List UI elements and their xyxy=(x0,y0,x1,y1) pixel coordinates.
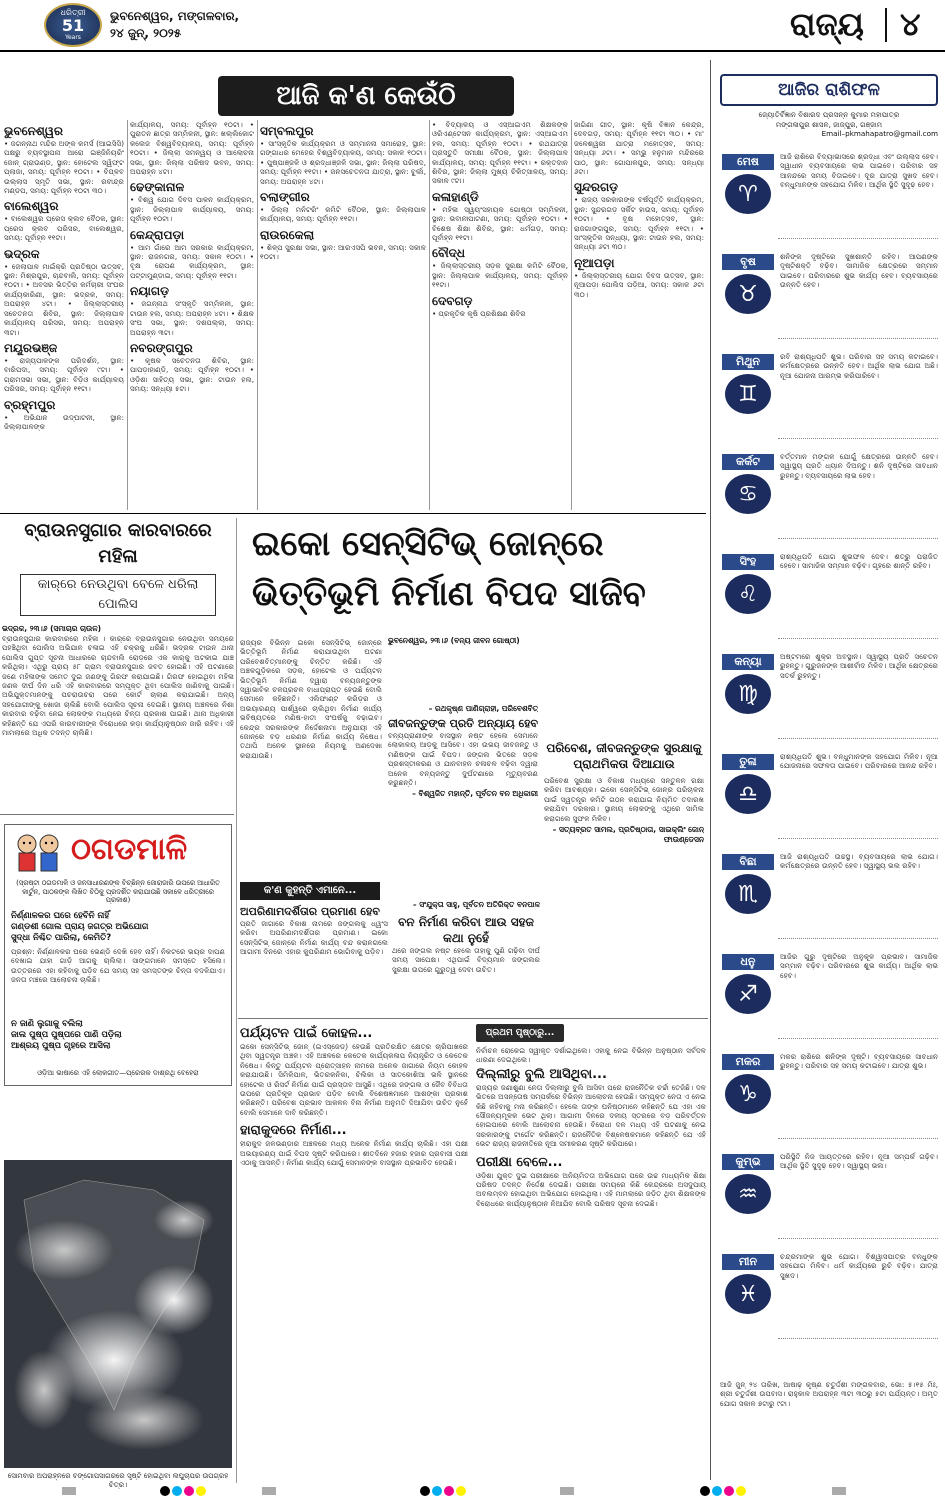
cartoon-footer-3: ଆଶ୍ରୟ ପୁଷ୍ପ ଗୃହରେ ଆସିଲା xyxy=(11,1041,111,1051)
registration-dot xyxy=(432,1486,442,1496)
main-story-column-3 xyxy=(544,636,704,1016)
event-district-heading: ଢେଙ୍କାନାଳ xyxy=(130,180,185,195)
sign-divider xyxy=(778,738,938,739)
event-entry: • ଜିଲ୍ଲାସ୍ତରୀୟ ଯୋଗ ଦିବସ ଉତ୍ସବ, ସ୍ଥାନ: ନୂଆପଡ଼ା ପୋଲିସ ପଡ଼ିଆ, ସମୟ: ସକାଳ ୬ଟା ୩୦। xyxy=(574,270,704,299)
sign-prediction: ଚନ୍ଦ୍ରମାଙ୍କ ଶୁଭ ଯୋଗ। ବିଶ୍ୱାସପାତ୍ର ବନ୍ଧୁଙ୍କ ସହଯୋଗ ମିଳିବ। ଧର୍ମ କାର୍ଯ୍ୟରେ ରୁଚି ବଢ଼ିବ। ଯାତ୍ରା ସୁଖଦ। xyxy=(780,1252,938,1280)
registration-dot xyxy=(420,1486,430,1496)
events-banner-title: ଆଜି କ'ଣ କେଉଁଠି xyxy=(276,81,456,111)
sign-name: କନ୍ୟା xyxy=(722,654,774,670)
event-district-heading: ବ୍ରହ୍ମପୁର xyxy=(4,397,56,412)
main-story-column-2 xyxy=(388,636,538,886)
what-they-say-quote: – ସଂଯୁକ୍ତା ସାହୁ, ପୂର୍ବତନ ଅତିରିକ୍ତ ବନପାଳ xyxy=(412,900,540,909)
brown-sugar-story xyxy=(2,518,234,812)
events-column-3 xyxy=(260,120,426,512)
main-story-body-3: ପରିବେଶ ସୁରକ୍ଷା ଓ ବିକାଶ ମଧ୍ୟରେ ସନ୍ତୁଳନ ରକ୍ଷା କରିବା ଆବଶ୍ୟକ। ଇକୋ ସେନ୍‌ସିଟିଭ୍ ଜୋନ୍‌ର ପରିଚାଳନା ପାଇଁ ସ୍ୱତନ୍ତ୍ର କମିଟି ଗଠନ କରାଯାଇ ନିୟମିତ ତଦାରଖ କରାଯିବା ଦରକାର। ସ୍ଥାନୀୟ ଲୋକଙ୍କୁ ଏଥିରେ ସାମିଲ କରାଗଲେ ସୁଫଳ ମିଳିବ। xyxy=(544,776,704,823)
cartoon-question-line-1: ଗଣ୍ଡଶୀ ଗୋଲ ପ୍ରାୟ ଜଗତ୍ର ଅଭିଯୋଗ xyxy=(11,922,149,932)
page-number: ୪ xyxy=(900,5,921,43)
main-story-body-1: ରାଜ୍ୟର ବିଭିନ୍ନ ଇକୋ ସେନ୍‌ସିଟିଭ୍ ଜୋନ୍‌ରେ ଭିତ୍ତିଭୂମି ନିର୍ମାଣ କରାଯାଉଥିବା ଘଟଣା ପରିବେଶବିତ୍‌ମାନଙ୍କୁ ଚିନ୍ତିତ କରିଛି। ଏହି ଅଞ୍ଚଳଗୁଡ଼ିକରେ ସଡ଼କ, ହୋଟେଲ ଓ ପର୍ଯ୍ୟଟନ ଭିତ୍ତିଭୂମି ନିର୍ମାଣ ଦ୍ୱାରା ବନ୍ୟଜନ୍ତୁଙ୍କ ସ୍ୱାଭାବିକ ଚଳପ୍ରଚଳ ବାଧାପ୍ରାପ୍ତ ହେଉଛି ବୋଲି ସେମାନେ କହିଛନ୍ତି। ଏଲିଫାଣ୍ଟ କରିଡ଼ର ଓ ଅଭୟାରଣ୍ୟ ପାର୍ଶ୍ୱରେ ଚାଲିଥିବା ନିର୍ମାଣ କାର୍ଯ୍ୟ ଭବିଷ୍ୟତରେ ମଣିଷ-ହାତୀ ସଂଘର୍ଷକୁ ବଢ଼ାଇବ। କେନ୍ଦ୍ର ସରକାରଙ୍କ ନିର୍ଦ୍ଦେଶନାମା ଅନୁଯାୟୀ ଏହି ଜୋନ୍‌ରେ ବଡ଼ ଧରଣର ନିର୍ମାଣ କାର୍ଯ୍ୟ ନିଷେଧ। ତଥାପି ଅନେକ ସ୍ଥାନରେ ନିୟମକୁ ଅଣଦେଖା କରାଯାଉଛି। xyxy=(240,638,382,760)
horoscope-signs xyxy=(718,148,940,1358)
sign-name: ତୁଳା xyxy=(722,754,774,770)
horoscope-sign-row xyxy=(718,448,940,544)
sign-divider xyxy=(778,238,938,239)
sign-prediction: ରାଶ୍ୟଧିପତି ଯୋଗ ଶୁଭଫଳ ଦେବ। ଶତ୍ରୁ ପରାଜିତ ହେବେ। ସାମାଜିକ ସମ୍ମାନ ବଢ଼ିବ। ଗୃହରେ ଶାନ୍ତି ରହିବ। xyxy=(780,552,938,571)
horoscope-sign-row xyxy=(718,248,940,344)
brown-sugar-subhead: କାର୍‌ରେ ନେଉଥିବା ବେଳେ ଧରିଲା ପୋଲିସ xyxy=(20,574,216,616)
newspaper-logo xyxy=(44,3,102,47)
event-district-heading: ଭୁବନେଶ୍ୱର xyxy=(4,124,63,138)
registration-dot xyxy=(736,1486,746,1496)
dateline-date: ୨୪ ଜୁନ୍, ୨୦୨୫ xyxy=(110,26,182,40)
events-column-2 xyxy=(130,120,254,512)
events-column-4 xyxy=(432,120,568,512)
jump-label-text: ପ୍ରଥମ ପୃଷ୍ଠାରୁ... xyxy=(485,1028,555,1038)
event-entry: • ଆମ ଗାଁରେ ଆମ ସରକାର କାର୍ଯ୍ୟକ୍ରମ, ସ୍ଥାନ: ରାଜନଗର, ସମୟ: ସକାଳ ୧୦ଟା। • ବୃକ୍ଷ ରୋପଣ କାର୍ଯ୍ୟକ୍ରମ, ସ୍ଥାନ: ପଟ୍ଟାମୁଣ୍ଡାଇ, ସମୟ: ପୂର୍ବାହ୍ନ ୧୧ଟା। xyxy=(130,242,254,280)
event-entry: • ଜଗନ୍ନାଥ ମନ୍ଦିର ଅଙ୍କ କମର୍ସ (ଆଇସିସି) ପକ୍ଷରୁ ବ୍ୟବସ୍ଥାପନା ଆରୋ ଇଞ୍ଜିନିୟରିଂ ଜୋନ୍ ଗ୍ରାଉଣ୍ଡ, ସ୍ଥାନ: ହୋଟେଲ ସ୍ୱିଫ୍ଟ ପ୍ଲାଜା, ସମୟ: ପୂର୍ବାହ୍ନ ୧୦ଟା। • ବିପ୍ଳବ ଉଲ୍ଲାସ ସ୍ମୃତି ସଭା, ସ୍ଥାନ: ରବୀନ୍ଦ୍ର ମଣ୍ଡପ, ସମୟ: ପୂର୍ବାହ୍ନ ୧୦ଟା ୩୦। xyxy=(4,139,124,196)
cartoon-body: ପ୍ରଶ୍ନ: ନିର୍ଣ୍ଣାଳକର ଘରେ ଭେଣ୍ଡି ଦେଖି ହେବ ନାହିଁ। ନିକଟରେ ଭୟର ଦାପଣ ଦେଖାଇ ଯାହା ଗାଡ଼ି ଆଗକୁ ଚାଲିଲା। ସାଙ୍ଗମାନେ ସମସ୍ତେ ହସିଲେ। ଉତ୍ତରରେ ଏହା କହିବାକୁ ପଡ଼ିବ ଯେ ସମୟ ସହ ସମସ୍ତଙ୍କ ଚିନ୍ତା ବଦଳିଯାଏ। ଜନତା ମଞ୍ଚରେ ଆଲୋଚନା ଚାଲିଛି। xyxy=(11,947,225,985)
main-story-quote-3: – ସତ୍ୟବ୍ରତ ସାମଲ, ପ୍ରତିଷ୍ଠାତା, ସାଇକ୍ଲିଂ ଜୋନ୍ ଫାଉଣ୍ଡେସନ xyxy=(552,825,704,845)
horoscope-sign-row xyxy=(718,848,940,944)
registration-dot xyxy=(196,1486,206,1496)
horoscope-sign-row xyxy=(718,648,940,744)
sign-divider xyxy=(778,938,938,939)
event-district-heading: ସମ୍ବଲପୁର xyxy=(260,124,314,138)
brown-sugar-dateline: ଭଦ୍ରକ, ୨୩।୬ (ସମାଚାର ଚାଉଳ) xyxy=(2,624,102,633)
event-entry: • ଅଭିଯାନ ଉଦ୍‌ଘାଟନୀ, ସ୍ଥାନ: ଜିଲ୍ଲାପାଳଙ୍କ xyxy=(4,412,124,431)
event-district-heading: ସୁନ୍ଦରଗଡ଼ xyxy=(574,180,619,195)
jump-subhead-2: ପରୀକ୍ଷା ବେଳେ... xyxy=(476,1154,563,1170)
sign-name: କର୍କଟ xyxy=(722,454,774,470)
section-title: ରାଜ୍ୟ xyxy=(790,5,864,43)
zodiac-icon: ♐ xyxy=(725,974,771,1014)
what-they-say-left xyxy=(240,904,388,1014)
event-district-heading: ବୌଦ୍ଧ xyxy=(432,246,465,261)
dateline-city: ଭୁବନେଶ୍ୱର, ମଙ୍ଗଳବାର, xyxy=(110,9,240,23)
cartoon-intro: (ସ୍ରଷ୍ଟା ଠଗଡମାଳି ଓ ଜନସାଧାରଣଙ୍କ ବିଚ୍ଛିନ୍ନ ଜୋରାଜାରି ଉପରେ ଆଧାରିତ କାର୍ଟୁନ, ପାଠକଙ୍କ ଲିଖିତ ଚିଠିକୁ ପ୍ରଦର୍ଶିତ କରାଯାଉଛି ସକାଳେ ଧରିତ୍ରୀରେ ପ୍ରକାଶ) xyxy=(16,879,220,905)
panchang-text: ଆଜି ଜୁନ୍ ୨୪ ତାରିଖ, ଆଷାଢ଼ କୃଷ୍ଣ ଚତୁର୍ଦ୍ଦଶୀ ମଙ୍ଗଳବାର, ଭୋ: ୫।୧୫ ମିଃ, ଶ୍ରୀ ଚତୁର୍ଦ୍ଦଶୀ ଉପବାସ। ରାହୁକାଳ ଅପରାହ୍ନ ୩ଟା ୩୦ରୁ ୫ଟା ପର୍ଯ୍ୟନ୍ତ। ଅମୃତ ଯୋଗ ସକାଳ ୭ଟାରୁ ୯ଟା। xyxy=(720,1380,938,1408)
sign-divider xyxy=(778,1338,938,1339)
zodiac-icon: ♌ xyxy=(725,574,771,614)
jump-label xyxy=(476,1024,564,1042)
tourism-section xyxy=(240,1024,468,1484)
tourism-body: ଇକୋ ସେନ୍‌ସିଟିଭ୍ ଜୋନ୍ (ଇଏସ୍‌ଜେଡ୍) ହେଉଛି ପ୍ରତିରକ୍ଷିତ କ୍ଷେତ୍ର ଚାରିପାଖରେ ଥିବା ସ୍ୱତନ୍ତ୍ର ଅଞ୍ଚଳ। ଏହି ଅଞ୍ଚଳରେ କେତେକ କାର୍ଯ୍ୟକଳାପ ନିୟନ୍ତ୍ରିତ ଓ କେତେକ ନିଷେଧ। କିନ୍ତୁ ପର୍ଯ୍ୟଟନ ପ୍ରୋତ୍ସାହନ ନାମରେ ଅନେକ ଜାଗାରେ ନିୟମ କୋହଳ କରାଯାଉଛି। ସିମିଳିପାଳ, ଭିତରକନିକା, ଚିଲିକା ଓ ସାତକୋଶିଆ ଭଳି ସ୍ଥାନରେ ହୋଟେଲ ଓ ରିସର୍ଟ ନିର୍ମାଣ ପାଇଁ ପ୍ରସ୍ତାବ ଆସୁଛି। ଏଥିରେ ଜଙ୍ଗଲ ଓ ଜୈବ ବିବିଧତା ଉପରେ ପ୍ରତିକୂଳ ପ୍ରଭାବ ପଡ଼ିବ ବୋଲି ବିଶେଷଜ୍ଞମାନେ ଆଶଙ୍କା ପ୍ରକାଶ କରିଛନ୍ତି। ପରିବେଶ ପ୍ରଭାବ ଆକଳନ ବିନା ନିର୍ମାଣ ଅନୁମତି ଦିଆଯିବା ଉଚିତ ନୁହେଁ ବୋଲି ସେମାନେ ଦାବି କରିଛନ୍ତି। xyxy=(240,1042,468,1117)
sign-name: ଧନୁ xyxy=(722,954,774,970)
event-entry: • କୃଷକ ସଚେତନତା ଶିବିର, ସ୍ଥାନ: ପାପଡ଼ାହାଣ୍ଡି, ସମୟ: ପୂର୍ବାହ୍ନ ୧୦ଟା। • ଓଡ଼ିଶା ସାହିତ୍ୟ ସଭା, ସ୍ଥାନ: ଟାଉନ ହଲ, ସମୟ: ସନ୍ଧ୍ୟା ୫ଟା। xyxy=(130,355,254,394)
what-they-say-body-2: ଥରେ ଜଙ୍ଗଲ ନଷ୍ଟ ହେଲେ ତାହାକୁ ପୁଣି ଗଢ଼ିବା ଦୀର୍ଘ ସମୟ ସାପେକ୍ଷ। ଏଥିପାଇଁ ବିଦ୍ୟମାନ ଜଙ୍ଗଲର ସୁରକ୍ଷା ଉପରେ ଗୁରୁତ୍ୱ ଦେବା ଉଚିତ। xyxy=(392,946,540,974)
jump-body-1: ରାଜ୍ୟର ଜଣାଶୁଣା ନେତା ଦିଲ୍ଲୀରୁ ବୁଲି ଆସିବା ପରେ ରାଜନୈତିକ ଚର୍ଚ୍ଚା ତେଜିଛି। ଦଳ ଭିତରେ ଅସନ୍ତୋଷ ସମ୍ପର୍କରେ ବିଭିନ୍ନ ଆଲୋଚନା ହେଉଛି। ସମ୍ପୃକ୍ତ ନେତା ଏ ନେଇ କିଛି କହିବାକୁ ମନା କରିଛନ୍ତି। ହେଲେ ତାଙ୍କ ଘନିଷ୍ଠମାନେ କହିଛନ୍ତି ଯେ ଏହା ଏକ ସୌଜନ୍ୟମୂଳକ ଭେଟ ଥିଲା। ଆଗାମୀ ଦିନରେ ଦଳୀୟ ସ୍ତରରେ ବଡ଼ ପରିବର୍ତ୍ତନ ହୋଇପାରେ ବୋଲି ଆଲୋଚନା ହେଉଛି। ବିରୋଧୀ ଦଳ ମଧ୍ୟ ଏହି ଘଟଣାକୁ ନେଇ ସରକାରଙ୍କୁ ଟାର୍ଗେଟ କରିଛନ୍ତି। ରାଜନୈତିକ ବିଶ୍ଳେଷକମାନେ କହିଛନ୍ତି ଯେ ଏହି ଭେଟ ରାଜ୍ୟ ରାଜନୀତିରେ ନୂଆ ସମୀକରଣ ସୃଷ୍ଟି କରିପାରେ। xyxy=(476,1082,706,1149)
horoscope-sign-row xyxy=(718,548,940,644)
cartoon-footer-2: ଜାଲ ପୁଷ୍ପ ପୁଷ୍ପରେ ପାଣି ପଡ଼ିଲା xyxy=(11,1030,122,1040)
masthead xyxy=(0,0,945,50)
sign-prediction: ରାଶ୍ୟଧିପତି ଶୁଭ। ବନ୍ଧୁମାନଙ୍କ ସହଯୋଗ ମିଳିବ। ନୂଆ ଯୋଜନାରେ ସଫଳତା ପାଇବେ। ପରିବାରରେ ଆନନ୍ଦ ରହିବ। xyxy=(780,752,938,771)
horoscope-sign-row xyxy=(718,148,940,244)
event-entry: • ଜିଲ୍ଲାସ୍ତରୀୟ ସଡ଼କ ସୁରକ୍ଷା କମିଟି ବୈଠକ, ସ୍ଥାନ: ଜିଲ୍ଲାପାଳ କାର୍ଯ୍ୟାଳୟ, ସମୟ: ପୂର୍ବାହ୍ନ ୧୧ଟା। xyxy=(432,261,568,290)
registration-dot xyxy=(184,1486,194,1496)
zodiac-icon: ♑ xyxy=(725,1074,771,1114)
sign-name: ମୀନ xyxy=(722,1254,774,1270)
registration-dot xyxy=(160,1486,170,1496)
sign-divider xyxy=(778,1138,938,1139)
zodiac-icon: ♓ xyxy=(725,1274,771,1314)
what-they-say-kicker: ଅପରିଣାମଦର୍ଶିତାର ପ୍ରମାଣ ହେବ xyxy=(240,905,380,918)
event-entry: • ରାଜ୍ୟପାଳଙ୍କ ପରିଦର୍ଶନ, ସ୍ଥାନ: ବାରିପଦା, ସମୟ: ପୂର୍ବାହ୍ନ ୯ଟା। • ଗ୍ରାମସଭା ସଭା, ସ୍ଥାନ: ବିଡ଼ିଓ କାର୍ଯ୍ୟାଳୟ ପରିସର, ସମୟ: ପୂର୍ବାହ୍ନ ୧୧ଟା। xyxy=(4,355,124,394)
footer-print-marks xyxy=(0,1484,945,1498)
main-headline-1: ଇକୋ ସେନ୍‌ସିଟିଭ୍ ଜୋନ୍‌ରେ xyxy=(252,524,604,564)
sign-name: ମକର xyxy=(722,1054,774,1070)
sign-prediction: ପରିସ୍ଥିତି ନିଜ ଆୟତ୍ତରେ ରହିବ। ନୂଆ ସମ୍ପର୍କ ଗଢ଼ିବ। ଆର୍ଥିକ ସ୍ଥିତି ସୁଦୃଢ଼ ହେବ। ସ୍ୱାସ୍ଥ୍ୟ ଭଲ। xyxy=(780,1152,938,1171)
sign-divider xyxy=(778,338,938,339)
what-they-say-title: କ'ଣ କୁହନ୍ତି ଏମାନେ... xyxy=(263,885,357,896)
event-district-heading: ବଲାଙ୍ଗୀର xyxy=(260,190,310,205)
event-entry: • ଶିଳ୍ପ ସୁରକ୍ଷା ସଭା, ସ୍ଥାନ: ଆରଏସପି ଭବନ, ସମୟ: ସକାଳ ୧୦ଟା। xyxy=(260,242,426,262)
event-entry: • ବିଦ୍ୟାଳୟ ଓ ଏସ୍‌ଆଇଏମ ଶିକ୍ଷକଙ୍କ ଓରିଏଣ୍ଟେସନ କାର୍ଯ୍ୟକ୍ରମ, ସ୍ଥାନ: ଏସ୍‌ଆଇଏମ ହଲ, ସମୟ: ପୂର୍ବାହ୍ନ ୧୦ଟା। • ରଥଯାତ୍ରା ପ୍ରସ୍ତୁତି ସମୀକ୍ଷା ବୈଠକ, ସ୍ଥାନ: ଜିଲ୍ଲାପାଳ କାର୍ଯ୍ୟାଳୟ, ସମୟ: ପୂର୍ବାହ୍ନ ୧୧ଟା। • ରକ୍ତଦାନ ଶିବିର, ସ୍ଥାନ: ଜିଲ୍ଲା ମୁଖ୍ୟ ଚିକିତ୍ସାଳୟ, ସମୟ: ସକାଳ ୯ଟା। xyxy=(432,120,568,186)
cartoon-figures-icon xyxy=(11,831,67,873)
horoscope-title-box xyxy=(720,74,938,106)
event-entry: • ସାଂସ୍କୃତିକ କାର୍ଯ୍ୟକ୍ରମ ଓ ସମ୍ମାନନା ସମାରୋହ, ସ୍ଥାନ: ଗଙ୍ଗାଧର ମେହେର ବିଶ୍ୱବିଦ୍ୟାଳୟ, ସମୟ: ସକାଳ ୧୦ଟା। • ପୁଷ୍ପାଞ୍ଜଳି ଓ ଶ୍ରଦ୍ଧାଞ୍ଜଳି ସଭା, ସ୍ଥାନ: ଜିଲ୍ଲା ପରିଷଦ, ସମୟ: ପୂର୍ବାହ୍ନ ୧୧ଟା। • ଜନସଚେତନତା ଯାତ୍ରା, ସ୍ଥାନ: ବୁର୍ଲା, ସମୟ: ଅପରାହ୍ନ ୪ଟା। xyxy=(260,139,426,186)
main-story-kicker-2: ପରିବେଶ, ଜୀବଜନ୍ତୁଙ୍କ ସୁରକ୍ଷାକୁ ପ୍ରାଥମିକତା ଦିଆଯାଉ xyxy=(546,741,702,771)
satellite-weather-image xyxy=(4,1160,232,1468)
zodiac-icon: ♍ xyxy=(725,674,771,714)
horoscope-sign-row xyxy=(718,1048,940,1144)
event-entry: • ରାଜ୍ୟ ସରକାରଙ୍କ ବର୍ଷପୂର୍ତ୍ତି କାର୍ଯ୍ୟକ୍ରମ, ସ୍ଥାନ: ସୁନ୍ଦରଗଡ଼ ସର୍କିଟ ହାଉସ, ସମୟ: ପୂର୍ବାହ୍ନ ୧୦ଟା। • ବୃକ୍ଷ ମହୋତ୍ସବ, ସ୍ଥାନ: ରାଜଗାଙ୍ଗପୁର, ସମୟ: ପୂର୍ବାହ୍ନ ୧୧ଟା। • ସାଂସ୍କୃତିକ ସନ୍ଧ୍ୟା, ସ୍ଥାନ: ଟାଉନ ହଲ, ସମୟ: ସନ୍ଧ୍ୟା ୬ଟା ୩୦। xyxy=(574,195,704,252)
event-district-heading: ମୟୂରଭଞ୍ଜ xyxy=(4,340,58,355)
sign-prediction: ମକର ରାଶିରେ ଶନିଙ୍କ ଦୃଷ୍ଟି। ବ୍ୟବସାୟରେ ସାବଧାନ ରୁହନ୍ତୁ। ପରିବାର ସହ ସମୟ କଟାଇବେ। ଯାତ୍ରା ଶୁଭ। xyxy=(780,1052,938,1071)
horoscope-byline xyxy=(720,110,938,139)
horoscope-sign-row xyxy=(718,948,940,1044)
jump-subhead-1: ଦିଲ୍ଲୀରୁ ବୁଲି ଆସିଥିବା... xyxy=(476,1066,607,1082)
cartoon-question-title: ନିର୍ଣ୍ଣାଳକର ଘରେ ହେବିନି ନାହିଁ xyxy=(11,911,110,921)
main-headline-2: ଭିତ୍ତିଭୂମି ନିର୍ମାଣ ବିପଦ ସାଜିବ xyxy=(252,574,646,614)
satellite-caption: ସୋମବାର ଅପରାହ୍ନରେ ବଙ୍ଗୋପସାଗରରେ ସୃଷ୍ଟି ହୋଇଥିବା ଲଘୁଚାପର ଉପଗ୍ରହ ଚିତ୍ର। xyxy=(7,1472,229,1489)
event-entry: • ଜେଲାପାଳ ମାଇଁକ୍ରି ପ୍ରତିଷ୍ଠା ଉତ୍ସବ, ସ୍ଥାନ: ମିଶ୍ରପୁର, ଚାନ୍ଦବାଲି, ସମୟ: ପୂର୍ବାହ୍ନ ୧୦ଟା। • ଅବସର ଭିତ୍ତିର କର୍ମଚାରୀ ସଂଘର କାର୍ଯ୍ୟକାରିଣୀ, ସ୍ଥାନ: ଭଦ୍ରକ, ସମୟ: ଅପରାହ୍ନ ୪ଟା। • ଜିଲ୍ଲାସ୍ତରୀୟ ସଚେତନତା ଶିବିର, ସ୍ଥାନ: ଜିଲ୍ଲାପାଳ କାର୍ଯ୍ୟାଳୟ ପରିସର, ସମୟ: ଅପରାହ୍ନ ୩ଟା। xyxy=(4,261,124,337)
sign-name: କୁମ୍ଭ xyxy=(722,1154,774,1170)
events-column-1 xyxy=(4,120,124,512)
event-entry: • ପ୍ରକୃତିକ କୃଷି ପ୍ରଶିକ୍ଷଣ ଶିବିର xyxy=(432,308,526,318)
zodiac-icon: ♋ xyxy=(725,474,771,514)
event-entry: • ଜିଲ୍ଲା ମନିଟରିଂ କମିଟି ବୈଠକ, ସ୍ଥାନ: ଜିଲ୍ଲାପାଳ କାର୍ଯ୍ୟାଳୟ, ସମୟ: ପୂର୍ବାହ୍ନ ୧୧ଟା। xyxy=(260,205,426,224)
hirakud-subhead: ହାରାକୁଦରେ ନିର୍ମାଣ... xyxy=(240,1123,347,1139)
event-entry: • ଜଗନ୍ନାଥ ସଂସ୍କୃତି ସମ୍ମିଳନୀ, ସ୍ଥାନ: ଟାଉନ ହଲ, ସମୟ: ଅପରାହ୍ନ ୪ଟା। • ଶିକ୍ଷକ ସଂଘ ସଭା, ସ୍ଥାନ: ଦଶପଲ୍ଲା, ସମୟ: ଅପରାହ୍ନ ୩ଟା। xyxy=(130,299,254,337)
sign-name: ମିଥୁନ xyxy=(722,354,774,370)
sign-divider xyxy=(778,1038,938,1039)
sign-divider xyxy=(778,538,938,539)
cartoon-question-line-2: ସୁଦ୍ଧା ନିଶ୍ଚିତ ପାରିଲା, କେମିତି? xyxy=(11,933,112,943)
event-entry: • ବାଲେଶ୍ୱର ପ୍ରେସ କ୍ଲବ ବୈଠକ, ସ୍ଥାନ: ପ୍ରେସ କ୍ଲବ ପରିସର, ବାଲେଶ୍ୱର, ସମୟ: ପୂର୍ବାହ୍ନ ୧୧ଟା। xyxy=(4,214,124,243)
sign-prediction: ରବି ରାଶ୍ୟଧିପତି ଶୁଭ। ପରିବାର ସହ ସମୟ କଟାଇବେ। କର୍ମକ୍ଷେତ୍ରରେ ଉନ୍ନତି ହେବ। ଆର୍ଥିକ ଲାଭ ଯୋଗ ଅଛି। ନୂଆ ଯୋଜନା ଆରମ୍ଭ କରିପାରିବେ। xyxy=(780,352,938,380)
events-column-5 xyxy=(574,120,704,512)
sign-prediction: ଶନିଙ୍କ ଦୃଷ୍ଟିରେ ସୁଖଶାନ୍ତି ରହିବ। ଆପଣଙ୍କ ଦୃଷ୍ଟିଶକ୍ତି ବଢ଼ିବ। ସାମାଜିକ କ୍ଷେତ୍ରରେ ସମ୍ମାନ ପାଇବେ। ପରିବାରରେ ଶୁଭ କାର୍ଯ୍ୟ ହେବ। ବ୍ୟବସାୟରେ ଉନ୍ନତି ହେବ। xyxy=(780,252,938,290)
cartoon-footer-1: ନ ଜାଣି ଲୁଗାକୁ ବଲିଲା xyxy=(11,1019,83,1029)
main-story-dateline: ଭୁବନେଶ୍ୱର, ୨୩।୬ (ବନ୍ୟ ଜୀବନ ଗୋଷ୍ଠୀ) xyxy=(388,636,520,645)
sign-divider xyxy=(778,1238,938,1239)
cartoon-box xyxy=(4,824,232,1086)
zodiac-icon: ♊ xyxy=(725,374,771,414)
event-district-heading: ନୟାଗଡ଼ xyxy=(130,284,170,299)
main-story-column-1 xyxy=(240,638,382,838)
registration-dot xyxy=(456,1486,466,1496)
event-district-heading: ନୂଆପଡ଼ା xyxy=(574,255,615,270)
event-district-heading: ବାଲେଶ୍ୱର xyxy=(4,199,59,214)
horoscope-sign-row xyxy=(718,1148,940,1244)
logo-years: 51 xyxy=(61,16,85,35)
cartoon-credit: ଓଡ଼ିଆ ଭାଷାରେ ଏହି ଲୋକଗୀତ—ପ୍ରେରକ ଦାଶ୍ରଥି ବେହେରା xyxy=(37,1069,199,1077)
event-entry: ଜାଗିଣା ଗୀତ, ସ୍ଥାନ: କୃଷି ବିଜ୍ଞାନ କେନ୍ଦ୍ର, ଦେବଗଡ଼, ସମୟ: ପୂର୍ବାହ୍ନ ୧୧ଟା ୩୦। • ମା' ଜଳେଶ୍ୱରୀ ଯାତ୍ରା ମହୋତ୍ସବ, ସମୟ: ସନ୍ଧ୍ୟା ୬ଟା। • ସମ୍ଭୁ ହନୁମାନ ମନ୍ଦିରରେ ପାଠ, ସ୍ଥାନ: ଗୋପାଳପୁର, ସମୟ: ସନ୍ଧ୍ୟା ୬ଟା। xyxy=(574,120,704,177)
zodiac-icon: ♈ xyxy=(725,174,771,214)
sign-name: ବୃଷ xyxy=(722,254,774,270)
zodiac-icon: ♏ xyxy=(725,874,771,914)
cartoon-title: ଠଗଡମାଳି xyxy=(71,832,188,867)
registration-dot xyxy=(700,1486,710,1496)
sign-prediction: ଆଜି ରାଶ୍ୟଧିପତି ଉଚ୍ଚସ୍ଥ। ବ୍ୟବସାୟରେ ଲାଭ ଯୋଗ। କର୍ମକ୍ଷେତ୍ରରେ ଉନ୍ନତି ହେବ। ସ୍ୱାସ୍ଥ୍ୟ ଭଲ ରହିବ। xyxy=(780,852,938,871)
zodiac-icon: ♒ xyxy=(725,1174,771,1214)
event-entry: କାର୍ଯ୍ୟାଳୟ, ସମୟ: ପୂର୍ବାହ୍ନ ୧୦ଟା। • ପୁରାତନ ଛାତ୍ର ସମ୍ମିଳନୀ, ସ୍ଥାନ: ଖଲ୍ଲିକୋଟ କଲେଜ ବିଶ୍ୱବିଦ୍ୟାଳୟ, ସମୟ: ପୂର୍ବାହ୍ନ ୧୦ଟା। • ଜିଲ୍ଲା ସମନ୍ୱୟ ଓ ଆଲୋଚନା ସଭା, ସ୍ଥାନ: ଜିଲ୍ଲା ପରିଷଦ ଭବନ, ସମୟ: ଅପରାହ୍ନ ୪ଟା। xyxy=(130,120,254,177)
event-district-heading: କଳାହାଣ୍ଡି xyxy=(432,189,479,204)
what-they-say-mid xyxy=(392,900,540,1018)
main-story-quote-1: – ରଥକୃଷ୍ଣ ପାଣିଗ୍ରାହୀ, ପରିବେଶବିତ୍ xyxy=(428,704,538,713)
sign-name: ମେଷ xyxy=(722,154,774,170)
registration-dot xyxy=(724,1486,734,1496)
zodiac-icon: ♎ xyxy=(725,774,771,814)
event-district-heading: କେନ୍ଦ୍ରାପଡ଼ା xyxy=(130,227,185,242)
jump-intro: ନିର୍ବାଚନ ରୋକେଇ ସ୍ୱୀକୃତ ଦର୍ଶାଇଥିଲେ। ଏହାକୁ ନେଇ ବିଭିନ୍ନ ଅନୁଷ୍ଠାନ ସର୍ବଦଳ ଧାରଣା ଦେଇଥିଲେ। xyxy=(476,1046,706,1065)
events-banner xyxy=(218,76,514,116)
hirakud-body: ହୀରାକୁଦ ଜଳଭଣ୍ଡାର ଅଞ୍ଚଳରେ ମଧ୍ୟ ଅନେକ ନିର୍ମାଣ କାର୍ଯ୍ୟ ଚାଲିଛି। ଏହା ପକ୍ଷୀ ଅଭୟାରଣ୍ୟ ପାଇଁ ବିପଦ ସୃଷ୍ଟି କରିପାରେ। ଶୀତଦିନେ ହଜାର ହଜାର ପ୍ରବାସୀ ପକ୍ଷୀ ଏଠାକୁ ଆସନ୍ତି। ନିର୍ମାଣ କାର୍ଯ୍ୟ ଯୋଗୁଁ ସେମାନଙ୍କ ବାସସ୍ଥାନ ପ୍ରଭାବିତ ହେଉଛି। xyxy=(240,1139,468,1168)
registration-dot xyxy=(712,1486,722,1496)
main-story-kicker-1: ଜୀବଜନ୍ତୁଙ୍କ ପ୍ରତି ଅନ୍ୟାୟ ହେବ xyxy=(388,717,538,730)
main-story-quote-2: – ବିଶ୍ୱଜିତ ମହାନ୍ତି, ପୂର୍ବତନ ବନ ଅଧିକାରୀ xyxy=(412,789,538,799)
event-district-heading: ଦେବଗଡ଼ xyxy=(432,293,473,308)
horoscope-sign-row xyxy=(718,348,940,444)
sign-prediction: ବର୍ତ୍ତମାନ ମଙ୍ଗଳ ଯୋଗୁଁ କ୍ଷେତ୍ରରେ ଉନ୍ନତି ହେବ। ସ୍ୱାସ୍ଥ୍ୟ ପ୍ରତି ଧ୍ୟାନ ଦିଅନ୍ତୁ। ଶନି ଦୃଷ୍ଟିରେ ସାବଧାନ ରୁହନ୍ତୁ। ବ୍ୟବସାୟରେ ଲାଭ ହେବ। xyxy=(780,452,938,480)
what-they-say-body: ପ୍ରତି ଜାଗାରେ ବିକାଶ ନାମରେ ଜଙ୍ଗଲକୁ ଧ୍ୱଂସ କରିବା ଅପରିଣାମଦର୍ଶିତାର ପ୍ରମାଣ। ଇକୋ ସେନ୍‌ସିଟିଭ୍ ଜୋନ୍‌ରେ ନିର୍ମାଣ କାର୍ଯ୍ୟ ବନ୍ଦ କରାନଗଲେ ଆଗାମୀ ଦିନରେ ଏହାର କୁପରିଣାମ ଭୋଗିବାକୁ ପଡ଼ିବ। xyxy=(240,919,388,957)
brown-sugar-headline: ବ୍ରାଉନସୁଗାର କାରବାରରେ ମହିଳା xyxy=(24,520,212,567)
jump-section xyxy=(476,1046,706,1484)
what-they-say-kicker-2: ବନ ନିର୍ମାଣ କରିବା ଆଉ ସହଜ କଥା ନୁହେଁ xyxy=(398,915,534,945)
horoscope-author: ଜ୍ୟୋତିର୍ବିଜ୍ଞାନ ବିଶାରଦ ପ୍ରସନ୍ନ କୁମାର ମହାପାତ୍ର xyxy=(758,110,900,119)
main-story-body-2: ବନ୍ୟପ୍ରାଣୀଙ୍କ ବାସସ୍ଥାନ ନଷ୍ଟ ହେଲେ ସେମାନେ ଲୋକାଳୟ ଆଡ଼କୁ ଆସିବେ। ଏହା ଉଭୟ ଜୀବଜନ୍ତୁ ଓ ମଣିଷଙ୍କ ପାଇଁ ବିପଦ। ଜଙ୍ଗଲ ଭିତରେ ସଡ଼କ ପ୍ରଶସ୍ତୀକରଣ ଓ ଯାନବାହନ ଚଳାଚଳ ବଢ଼ିବା ଦ୍ୱାରା ଅନେକ ବନ୍ୟଜନ୍ତୁ ଦୁର୍ଘଟଣାରେ ମୃତ୍ୟୁବରଣ କରୁଛନ୍ତି। xyxy=(388,731,538,788)
horoscope-title: ଆଜିର ରାଶିଫଳ xyxy=(778,80,880,100)
events-columns xyxy=(4,120,704,512)
sign-prediction: ଆଜି ରାଶିରେ ବିଦ୍ୟାଭାସରେ ଶ୍ରଦ୍ଧା ଏବଂ ଉଲ୍ଲାସ ହେବ। ସ୍ୱାଧୀନ ବ୍ୟବସାୟରେ ଲାଭ ପାଇବେ। ପରିବାର ସହ ଆନନ୍ଦରେ ସମୟ ବିତାଇବେ। ଦୂର ଯାତ୍ରା ସୁଖଦ ହେବ। ବନ୍ଧୁମାନଙ୍କ ସହଯୋଗ ମିଳିବ। ଆର୍ଥିକ ସ୍ଥିତି ସୁଦୃଢ଼ ହେବ। xyxy=(780,152,938,190)
horoscope-sign-row xyxy=(718,1248,940,1344)
event-district-heading: ଭଦ୍ରକ xyxy=(4,246,40,261)
event-district-heading: ରାଉରକେଲା xyxy=(260,227,315,242)
sign-divider xyxy=(778,438,938,439)
brown-sugar-body: ବ୍ରାଉନସୁଗାର କାରବାରରେ ମହିଳା । କାର୍‌ରେ ବ୍ରାଉନସୁଗାର ନେଉଥିବା ସମୟରେ ପହଞ୍ଚିଥିବା ପୋଲିସ ଅଭିଯାନ ଚଳାଇ ଏହି ଚକ୍ରକୁ ଧରିଛି। ଭଦ୍ରକ ଟାଉନ ଥାନା ପୋଲିସ ଗୁପ୍ତ ସୂଚନା ଆଧାରରେ ଚାନ୍ଦବାଲି ରୋଡ଼ରେ ଏକ କାର୍‌କୁ ଅଟକାଇ ଯାଞ୍ଚ କରିଥିଲା। ଏଥିରୁ ପ୍ରାୟ ୫୮ ଗ୍ରାମ ବ୍ରାଉନସୁଗାର ଜବତ ହୋଇଛି। ଏହି ଘଟଣାରେ ଜଣେ ମହିଳାଙ୍କ ସମେତ ଦୁଇ ଜଣଙ୍କୁ ଗିରଫ କରାଯାଇଛି। ଗିରଫ ହୋଇଥିବା ମହିଳା ଜଣକ ଦୀର୍ଘ ଦିନ ଧରି ଏହି କାରବାରରେ ସମ୍ପୃକ୍ତ ଥିବା ପୋଲିସ ଜାଣିବାକୁ ପାଇଛି। ଅଭିଯୁକ୍ତମାନଙ୍କୁ ପଚରାଉଚରା ପରେ କୋର୍ଟ ଚାଲାଣ କରାଯାଇଛି। ଅନ୍ୟ ସହଯୋଗୀଙ୍କୁ ଖୋଜା ଚାଲିଛି ବୋଲି ପୋଲିସ ସୂଚନା ଦେଇଛି। ସ୍ଥାନୀୟ ଅଞ୍ଚଳରେ ନିଶା କାରବାର ବଢ଼ିବା ନେଇ ଲୋକଙ୍କ ମଧ୍ୟରେ ଚିନ୍ତା ପ୍ରକାଶ ପାଇଛି। ଥାନା ଅଧିକାରୀ କହିଛନ୍ତି ଯେ ଏପରି କାରବାରୀଙ୍କ ବିରୋଧରେ କଡ଼ା କାର୍ଯ୍ୟାନୁଷ୍ଠାନ ଜାରି ରହିବ। ଏହି ମାମଲାରେ ଅଧିକ ତଦନ୍ତ ଚାଲିଛି। xyxy=(2,634,234,738)
horoscope-address: ମଙ୍ଗଳାପୁର ଶାସନ, ଜାଜ୍‌ପୁର, ଗଞ୍ଜାମ xyxy=(775,119,883,129)
sign-name: ସିଂହ xyxy=(722,554,774,570)
dateline xyxy=(110,8,239,42)
horoscope-sign-row xyxy=(718,748,940,844)
horoscope-email: Email–pkmahapatro@gmail.com xyxy=(821,129,938,138)
event-entry: • ମହିଳା ସ୍ୱୟଂସହାୟକ ଗୋଷ୍ଠୀ ସମ୍ମିଳନୀ, ସ୍ଥାନ: ଭବାନୀପାଟଣା, ସମୟ: ପୂର୍ବାହ୍ନ ୧୦ଟା। • ବିଶେଷ ଶିକ୍ଷା ଶିବିର, ସ୍ଥାନ: ଧର୍ମଗଡ଼, ସମୟ: ପୂର୍ବାହ୍ନ ୧୧ଟା। xyxy=(432,204,568,243)
sign-name: ବିଛା xyxy=(722,854,774,870)
jump-body-2: ଓଡ଼ିଶା ଯୁକ୍ତ ଦୁଇ ପରୀକ୍ଷାରେ ଅନିୟମିତତା ଅଭିଯୋଗ ପରେ ଉଚ୍ଚ ମାଧ୍ୟମିକ ଶିକ୍ଷା ପରିଷଦ ତଦନ୍ତ ନିର୍ଦ୍ଦେଶ ଦେଇଛି। ପରୀକ୍ଷା ସମୟରେ କିଛି କେନ୍ଦ୍ରରେ ଅସଦୁପାୟ ଅବଲମ୍ବନ ହୋଇଥିବା ଅଭିଯୋଗ ହୋଇଥିଲା। ଏହି ମାମଲାରେ ଜଡ଼ିତ ଥିବା ଶିକ୍ଷକଙ୍କ ବିରୋଧରେ କାର୍ଯ୍ୟାନୁଷ୍ଠାନ ନିଆଯିବ ବୋଲି ପରିଷଦ ସୂଚନା ଦେଇଛି। xyxy=(476,1170,706,1208)
sign-prediction: ଅଷ୍ଟମରେ ଶୁକ୍ର ଅବସ୍ଥାନ। ସ୍ୱାସ୍ଥ୍ୟ ପ୍ରତି ସଚେତନ ରୁହନ୍ତୁ। ଗୁରୁଜନଙ୍କ ଆଶୀର୍ବାଦ ମିଳିବ। ଆର୍ଥିକ କ୍ଷେତ୍ରରେ ସତର୍କ ରୁହନ୍ତୁ। xyxy=(780,652,938,680)
sign-divider xyxy=(778,638,938,639)
tourism-subhead: ପର୍ଯ୍ୟଟନ ପାଇଁ କୋହଳ... xyxy=(240,1026,373,1041)
registration-dot xyxy=(444,1486,454,1496)
what-they-say-label xyxy=(240,882,380,900)
registration-dot xyxy=(172,1486,182,1496)
event-district-heading: ନବରଙ୍ଗପୁର xyxy=(130,340,193,355)
logo-text: ଧରିତ୍ରୀ xyxy=(60,8,86,17)
sign-prediction: ଆଜିର ଗୁରୁ ଦୃଷ୍ଟିରେ ଅନୁକୂଳ ପ୍ରଭାବ। ସାମାଜିକ ସମ୍ମାନ ବଢ଼ିବ। ପରିବାରରେ ଶୁଭ କାର୍ଯ୍ୟ। ଆର୍ଥିକ ଲାଭ ହେବ। xyxy=(780,952,938,980)
zodiac-icon: ♉ xyxy=(725,274,771,314)
logo-sub: Years xyxy=(65,34,81,41)
sign-divider xyxy=(778,838,938,839)
event-entry: • ବିଶ୍ୱ ଯୋଗ ଦିବସ ପାଳନ କାର୍ଯ୍ୟକ୍ରମ, ସ୍ଥାନ: ଜିଲ୍ଲାପାଳ କାର୍ଯ୍ୟାଳୟ, ସମୟ: ପୂର୍ବାହ୍ନ ୧୦ଟା। xyxy=(130,195,254,224)
